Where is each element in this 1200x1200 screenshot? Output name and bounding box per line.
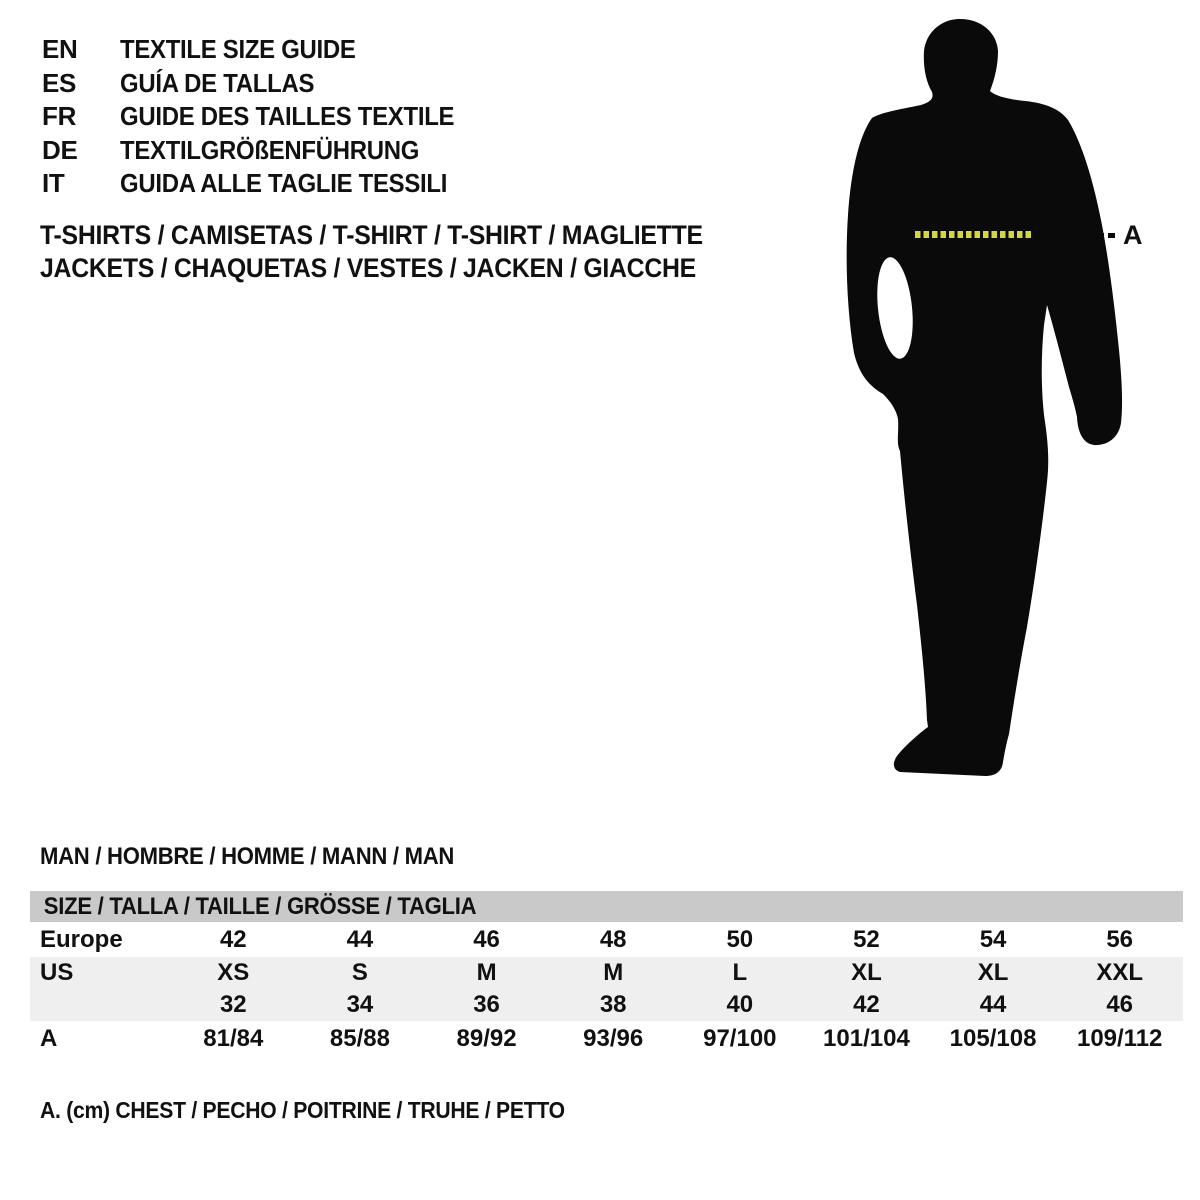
- table-row-europe: [30, 922, 1183, 957]
- size-value: 44: [346, 925, 374, 953]
- size-value: XS: [217, 959, 250, 986]
- size-value: XL: [851, 959, 882, 986]
- marker-dash-line: [1086, 233, 1119, 238]
- language-label: GUIDA ALLE TAGLIE TESSILI: [120, 168, 448, 199]
- size-value: 56: [1106, 925, 1134, 953]
- size-value: M: [476, 959, 497, 986]
- size-value: 36: [473, 991, 500, 1018]
- size-value: M: [603, 959, 624, 986]
- man-silhouette: [820, 5, 1140, 790]
- size-value: 48: [599, 925, 627, 953]
- size-value: 97/100: [703, 1025, 777, 1052]
- row-label: Europe: [40, 925, 123, 953]
- size-value: S: [351, 959, 368, 986]
- language-row: [42, 100, 483, 134]
- size-value: 40: [726, 991, 754, 1018]
- language-code: FR: [42, 101, 77, 132]
- language-row: [42, 33, 483, 67]
- language-row: [42, 167, 483, 201]
- section-title: MAN / HOMBRE / HOMME / MANN / MAN: [40, 843, 455, 870]
- size-value: 44: [979, 991, 1007, 1018]
- size-value: 101/104: [823, 1025, 910, 1052]
- category-line-tshirts: T-SHIRTS / CAMISETAS / T-SHIRT / T-SHIRT / MAGLIETTE: [40, 220, 703, 250]
- size-table-header-label: SIZE / TALLA / TAILLE / GRÖSSE / TAGLIA: [43, 892, 477, 920]
- size-value: L: [732, 959, 748, 986]
- size-value: 85/88: [329, 1025, 390, 1052]
- size-value: 42: [219, 925, 247, 953]
- language-label: GUÍA DE TALLAS: [120, 67, 315, 98]
- chest-marker-label: A: [1123, 220, 1143, 250]
- row-label: A: [40, 1025, 58, 1052]
- size-value: 93/96: [583, 1025, 644, 1052]
- size-value: 32: [219, 991, 247, 1018]
- category-line-jackets: JACKETS / CHAQUETAS / VESTES / JACKEN / GIACCHE: [40, 253, 696, 283]
- size-value: XXL: [1096, 959, 1144, 986]
- language-code: DE: [42, 134, 78, 165]
- language-row: [42, 134, 483, 168]
- table-row-numeric: [30, 989, 1183, 1021]
- size-value: 109/112: [1076, 1025, 1163, 1052]
- language-row: [42, 67, 483, 101]
- language-label: TEXTILGRÖßENFÜHRUNG: [120, 134, 420, 165]
- size-value: 34: [346, 991, 374, 1018]
- chest-measure-line: [915, 231, 1033, 238]
- language-code: IT: [42, 168, 65, 199]
- size-value: XL: [977, 959, 1009, 986]
- measurement-footnote: A. (cm) CHEST / PECHO / POITRINE / TRUHE / PETTO: [40, 1097, 565, 1123]
- size-value: 81/84: [203, 1025, 264, 1052]
- size-value: 38: [599, 991, 627, 1018]
- size-value: 54: [979, 925, 1007, 953]
- size-value: 46: [1106, 991, 1134, 1018]
- size-table: [30, 891, 1183, 1057]
- language-label: TEXTILE SIZE GUIDE: [120, 34, 356, 65]
- table-row-us: [30, 957, 1183, 989]
- language-code: EN: [42, 34, 78, 65]
- row-label: US: [40, 959, 74, 986]
- table-row-chest-cm: [30, 1021, 1183, 1057]
- size-value: 50: [726, 925, 754, 953]
- size-value: 46: [473, 925, 500, 953]
- size-value: 42: [853, 991, 880, 1018]
- category-titles: [40, 219, 760, 285]
- language-code: ES: [42, 67, 77, 98]
- language-list: [42, 33, 483, 201]
- size-value: 105/108: [949, 1025, 1037, 1052]
- size-table-header: [30, 891, 1183, 922]
- size-value: 89/92: [456, 1025, 517, 1052]
- language-label: GUIDE DES TAILLES TEXTILE: [120, 101, 455, 132]
- size-value: 52: [853, 925, 880, 953]
